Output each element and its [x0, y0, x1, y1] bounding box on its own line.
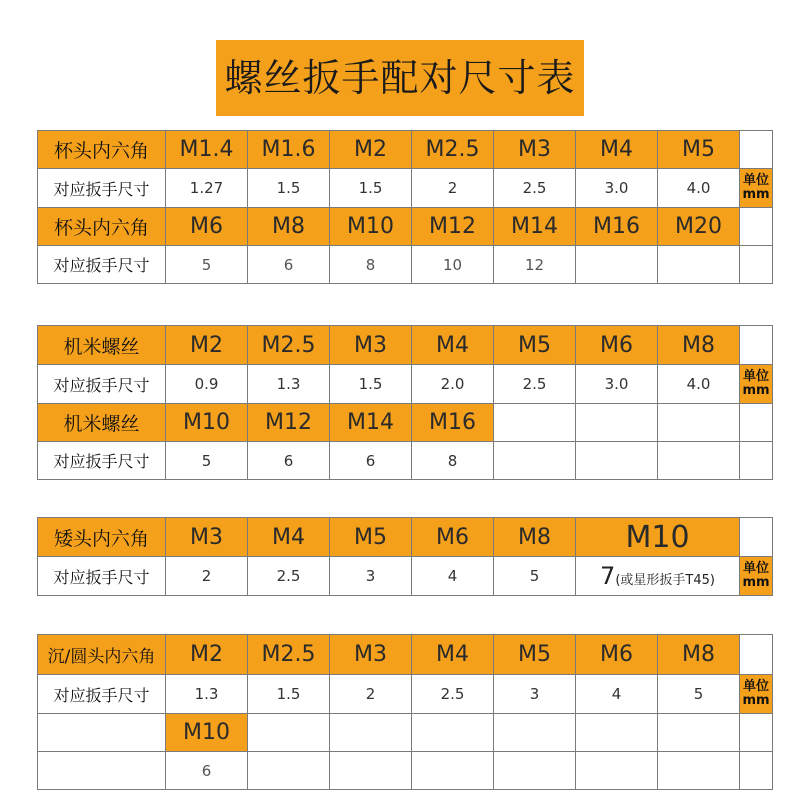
- screw-size-cell: M2.5: [248, 635, 330, 675]
- table-row: [38, 404, 773, 442]
- screw-size-cell: M12: [248, 404, 330, 442]
- screw-size-cell: M16: [412, 404, 494, 442]
- empty-cell: [494, 714, 576, 752]
- unit-badge: [740, 557, 773, 596]
- unit-badge: [740, 365, 773, 404]
- empty-cell: [248, 714, 330, 752]
- table-row: [38, 326, 773, 365]
- wrench-size-cell: 2.5: [412, 675, 494, 714]
- screw-size-cell: M3: [330, 326, 412, 365]
- empty-cell: [248, 752, 330, 790]
- wrench-size-cell: 2.5: [494, 169, 576, 208]
- screw-size-cell: M4: [412, 635, 494, 675]
- empty-cell: [494, 404, 576, 442]
- screw-size-cell: M6: [576, 635, 658, 675]
- screw-size-cell: M6: [576, 326, 658, 365]
- screw-size-cell: M1.6: [248, 131, 330, 169]
- table-row: [38, 208, 773, 246]
- unit-value: mm: [742, 575, 770, 590]
- screw-size-cell: M2: [166, 326, 248, 365]
- row-label: 对应扳手尺寸: [38, 675, 166, 714]
- table-cup-head-hex: [37, 130, 773, 284]
- wrench-size-cell: 5: [658, 675, 740, 714]
- screw-size-cell: M4: [248, 518, 330, 557]
- screw-size-cell: M2.5: [248, 326, 330, 365]
- screw-size-cell: M1.4: [166, 131, 248, 169]
- wrench-size-cell: 4.0: [658, 169, 740, 208]
- empty-cell: [740, 326, 773, 365]
- empty-cell: [494, 442, 576, 480]
- empty-cell: [658, 442, 740, 480]
- wrench-size-cell: [576, 557, 740, 596]
- unit-value: mm: [742, 187, 770, 202]
- wrench-size-cell: 1.5: [248, 675, 330, 714]
- screw-size-cell: M10: [576, 518, 740, 557]
- screw-size-cell: M3: [166, 518, 248, 557]
- empty-cell: [658, 246, 740, 284]
- row-label: 对应扳手尺寸: [38, 557, 166, 596]
- empty-cell: [740, 714, 773, 752]
- empty-cell: [658, 752, 740, 790]
- wrench-size-cell: 10: [412, 246, 494, 284]
- empty-cell: [740, 246, 773, 284]
- wrench-size-cell: 6: [330, 442, 412, 480]
- empty-cell: [576, 246, 658, 284]
- empty-cell: [658, 404, 740, 442]
- empty-cell: [576, 752, 658, 790]
- empty-cell: [740, 635, 773, 675]
- wrench-size-cell: 8: [330, 246, 412, 284]
- table-row: [38, 557, 773, 596]
- unit-label: 单位: [742, 369, 769, 384]
- row-label: 矮头内六角: [38, 518, 166, 557]
- empty-cell: [740, 518, 773, 557]
- screw-size-cell: M5: [494, 326, 576, 365]
- wrench-size-cell: 1.27: [166, 169, 248, 208]
- empty-cell: [494, 752, 576, 790]
- table-row: [38, 675, 773, 714]
- table-row: [38, 635, 773, 675]
- empty-cell: [576, 714, 658, 752]
- empty-cell: [412, 752, 494, 790]
- table-row: [38, 442, 773, 480]
- table-row: [38, 714, 773, 752]
- wrench-size-cell: 5: [166, 246, 248, 284]
- empty-cell: [38, 752, 166, 790]
- empty-cell: [38, 714, 166, 752]
- table-row: [38, 365, 773, 404]
- screw-size-cell: M5: [330, 518, 412, 557]
- empty-cell: [740, 208, 773, 246]
- screw-size-cell: M4: [412, 326, 494, 365]
- wrench-size-cell: 12: [494, 246, 576, 284]
- screw-size-cell: M3: [330, 635, 412, 675]
- screw-size-cell: M10: [166, 714, 248, 752]
- table-row: [38, 131, 773, 169]
- unit-badge: [740, 675, 773, 714]
- wrench-size-cell: 2: [330, 675, 412, 714]
- empty-cell: [330, 714, 412, 752]
- screw-size-cell: M12: [412, 208, 494, 246]
- screw-size-cell: M5: [494, 635, 576, 675]
- row-label: 沉/圆头内六角: [38, 635, 166, 675]
- wrench-size-cell: 3.0: [576, 365, 658, 404]
- screw-size-cell: M8: [658, 326, 740, 365]
- wrench-size-main: 7: [600, 562, 616, 590]
- screw-size-cell: M10: [330, 208, 412, 246]
- table-row: [38, 169, 773, 208]
- screw-size-cell: M3: [494, 131, 576, 169]
- row-label: 对应扳手尺寸: [38, 365, 166, 404]
- screw-size-cell: M20: [658, 208, 740, 246]
- wrench-size-cell: 1.5: [330, 365, 412, 404]
- wrench-size-cell: 1.5: [248, 169, 330, 208]
- screw-size-cell: M14: [330, 404, 412, 442]
- wrench-size-cell: 2: [166, 557, 248, 596]
- screw-size-cell: M6: [412, 518, 494, 557]
- empty-cell: [740, 131, 773, 169]
- empty-cell: [330, 752, 412, 790]
- empty-cell: [658, 714, 740, 752]
- wrench-size-cell: 2.5: [494, 365, 576, 404]
- unit-value: mm: [742, 383, 770, 398]
- unit-label: 单位: [742, 561, 769, 576]
- screw-size-cell: M4: [576, 131, 658, 169]
- page-title: 螺丝扳手配对尺寸表: [216, 40, 584, 116]
- wrench-size-cell: 5: [166, 442, 248, 480]
- table-set-screw: [37, 325, 773, 480]
- wrench-size-note: (或星形扳手T45): [615, 573, 715, 588]
- wrench-size-cell: 3: [330, 557, 412, 596]
- unit-label: 单位: [742, 679, 769, 694]
- wrench-size-cell: 4.0: [658, 365, 740, 404]
- wrench-size-cell: 2: [412, 169, 494, 208]
- table-countersunk-round-head-hex: [37, 634, 773, 790]
- table-row: [38, 518, 773, 557]
- screw-size-cell: M2.5: [412, 131, 494, 169]
- wrench-size-cell: 1.3: [248, 365, 330, 404]
- row-label: 对应扳手尺寸: [38, 246, 166, 284]
- screw-size-cell: M14: [494, 208, 576, 246]
- wrench-size-cell: 4: [576, 675, 658, 714]
- row-label: 杯头内六角: [38, 208, 166, 246]
- screw-size-cell: M8: [248, 208, 330, 246]
- wrench-size-cell: 1.5: [330, 169, 412, 208]
- screw-size-cell: M2: [330, 131, 412, 169]
- screw-size-cell: M5: [658, 131, 740, 169]
- wrench-size-cell: 3: [494, 675, 576, 714]
- row-label: 对应扳手尺寸: [38, 169, 166, 208]
- row-label: 机米螺丝: [38, 326, 166, 365]
- wrench-size-cell: 8: [412, 442, 494, 480]
- screw-size-cell: M8: [658, 635, 740, 675]
- wrench-size-cell: 6: [248, 442, 330, 480]
- wrench-size-cell: 5: [494, 557, 576, 596]
- unit-label: 单位: [742, 173, 769, 188]
- unit-value: mm: [742, 693, 770, 708]
- row-label: 机米螺丝: [38, 404, 166, 442]
- table-row: [38, 246, 773, 284]
- row-label: 对应扳手尺寸: [38, 442, 166, 480]
- wrench-size-cell: 4: [412, 557, 494, 596]
- wrench-size-cell: 0.9: [166, 365, 248, 404]
- wrench-size-cell: 2.5: [248, 557, 330, 596]
- empty-cell: [740, 752, 773, 790]
- screw-size-cell: M16: [576, 208, 658, 246]
- empty-cell: [576, 404, 658, 442]
- empty-cell: [740, 442, 773, 480]
- screw-size-cell: M6: [166, 208, 248, 246]
- unit-badge: [740, 169, 773, 208]
- wrench-size-cell: 6: [166, 752, 248, 790]
- table-low-head-hex: [37, 517, 773, 596]
- empty-cell: [740, 404, 773, 442]
- screw-size-cell: M10: [166, 404, 248, 442]
- row-label: 杯头内六角: [38, 131, 166, 169]
- empty-cell: [412, 714, 494, 752]
- wrench-size-cell: 6: [248, 246, 330, 284]
- wrench-size-cell: 1.3: [166, 675, 248, 714]
- screw-size-cell: M8: [494, 518, 576, 557]
- table-row: [38, 752, 773, 790]
- empty-cell: [576, 442, 658, 480]
- wrench-size-cell: 2.0: [412, 365, 494, 404]
- screw-size-cell: M2: [166, 635, 248, 675]
- wrench-size-cell: 3.0: [576, 169, 658, 208]
